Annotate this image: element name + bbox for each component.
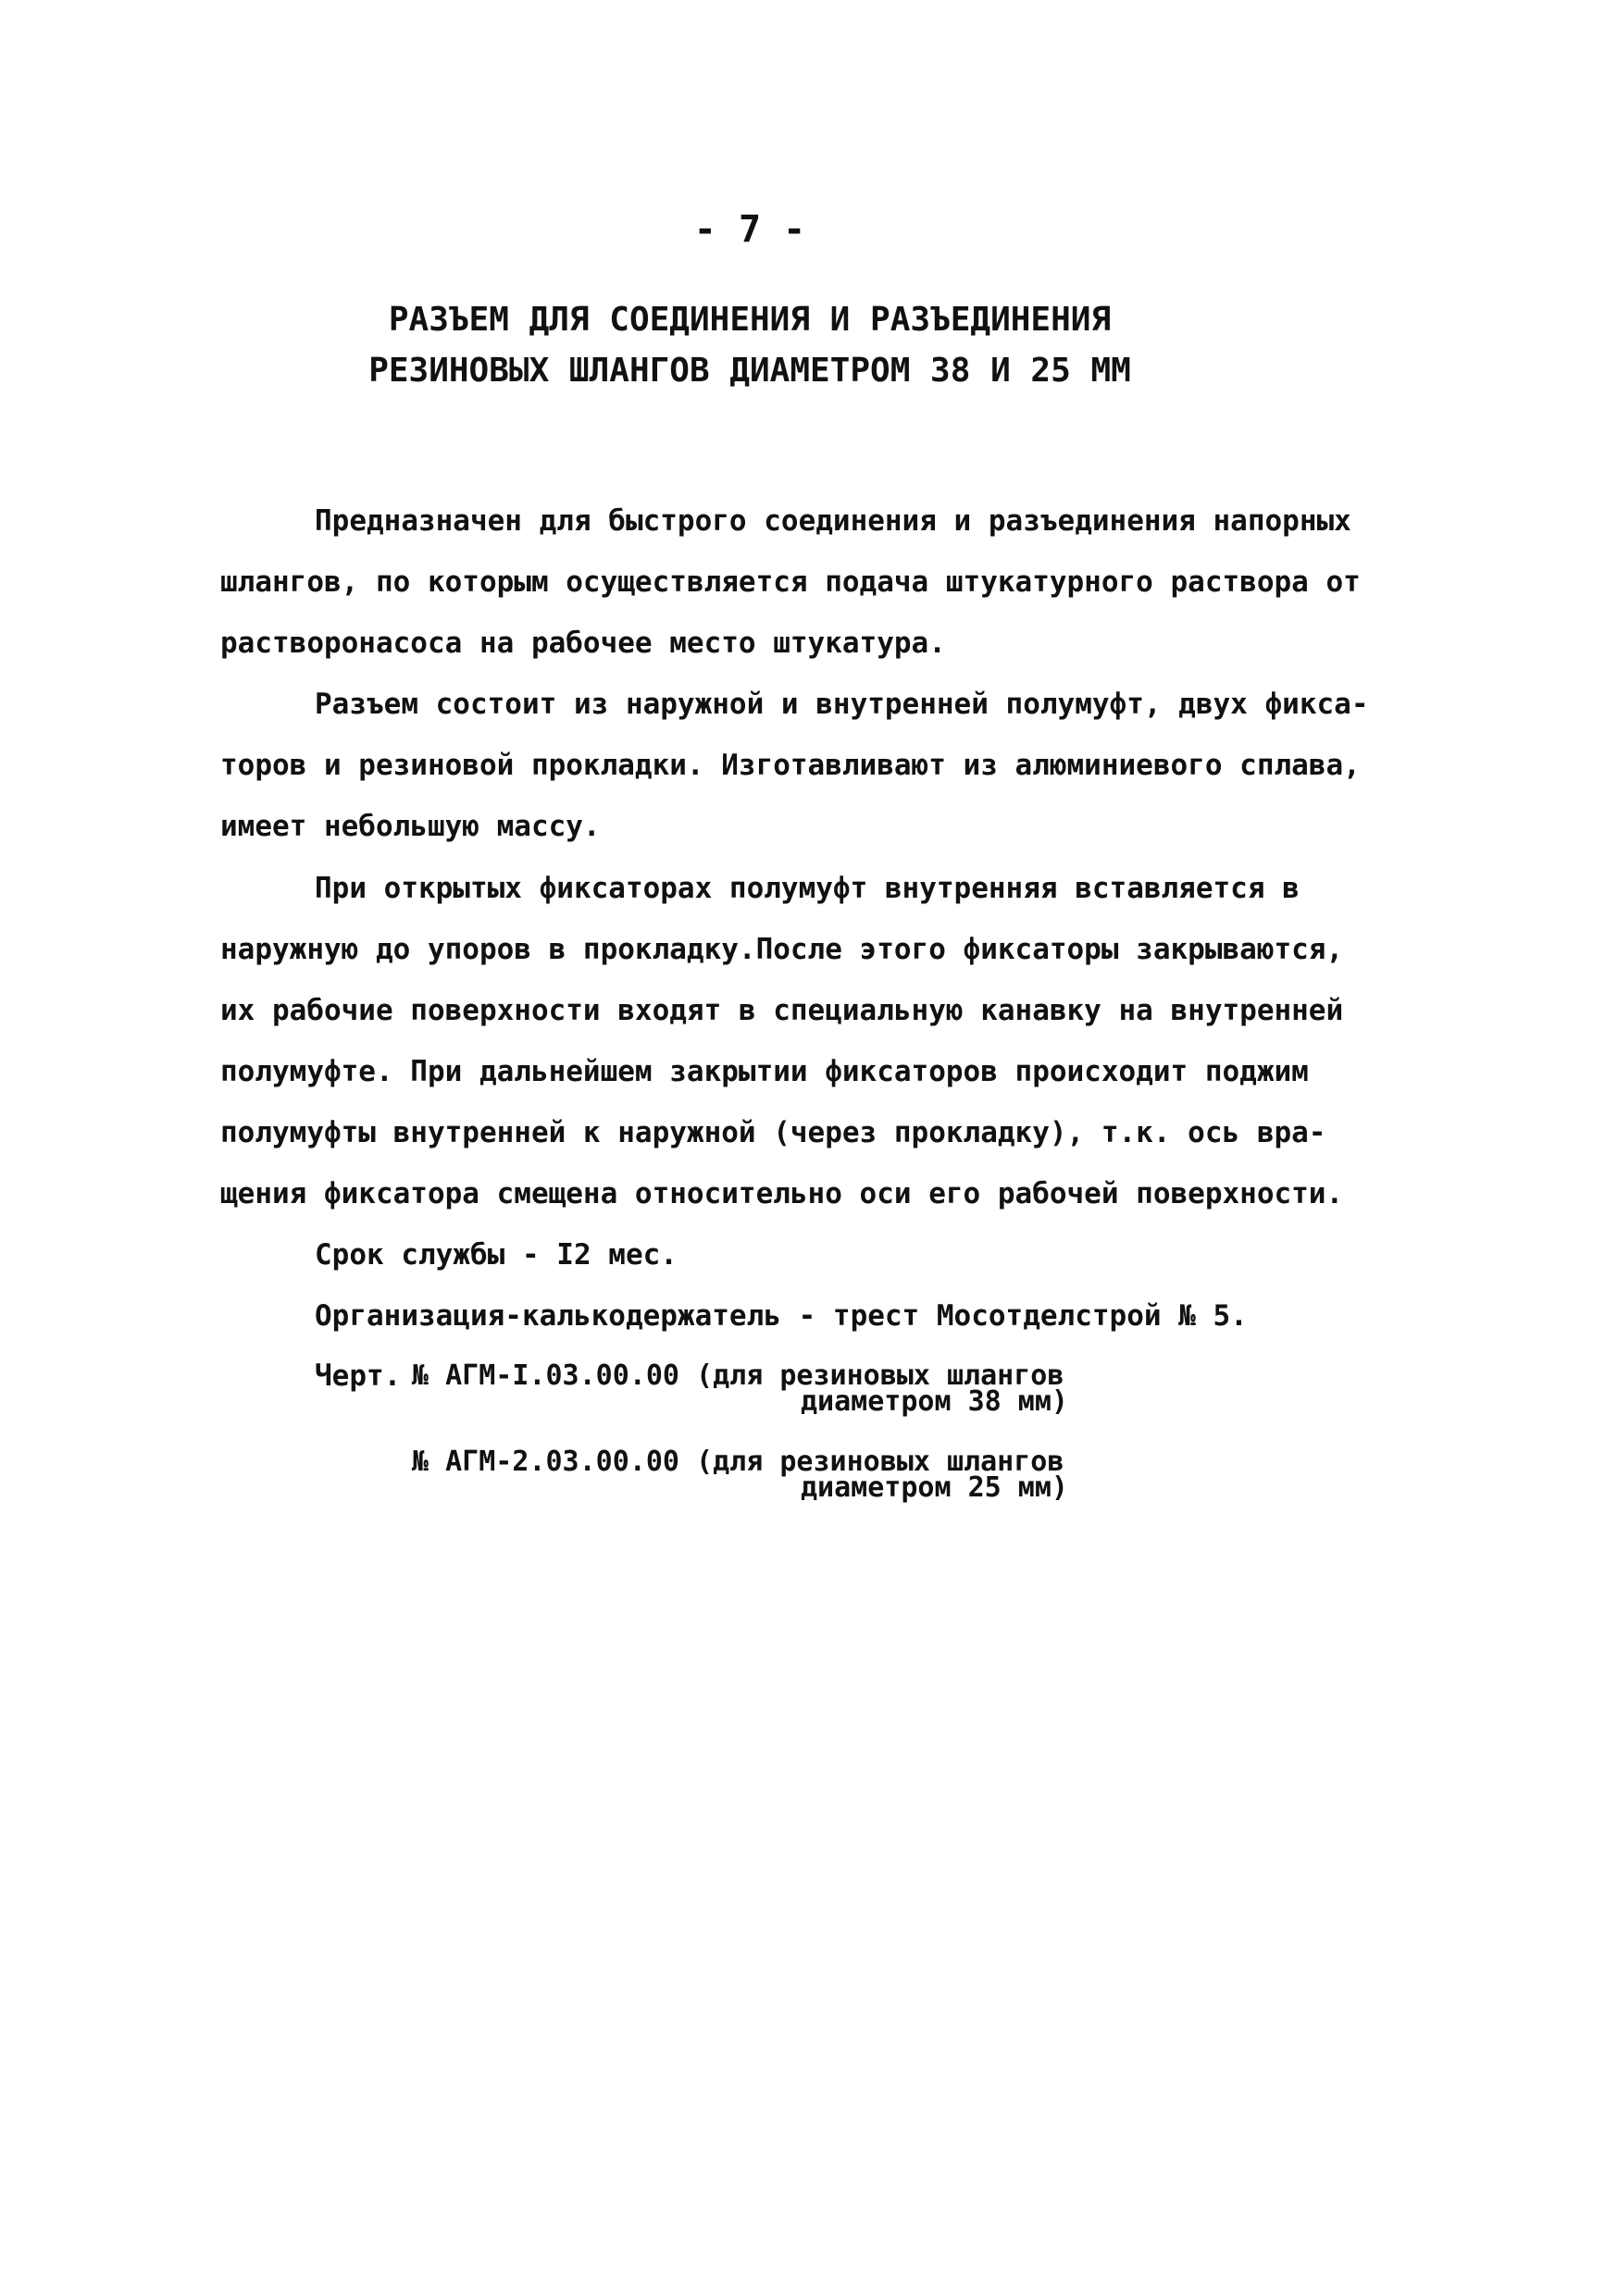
document-title-line-1: РАЗЪЕМ ДЛЯ СОЕДИНЕНИЯ И РАЗЪЕДИНЕНИЯ xyxy=(388,301,1112,339)
drawing-1-line-2: диаметром 38 мм) xyxy=(801,1385,1068,1418)
paragraph-3-line-5: полумуфты внутренней к наружной (через прокладку), т.к. ось вра- xyxy=(220,1116,1326,1149)
paragraph-1-line-1: Предназначен для быстрого соединения и разъединения напорных xyxy=(315,504,1351,538)
organization-holder: Организация-калькодержатель - трест Мосотделстрой № 5. xyxy=(315,1299,1248,1333)
drawings-label: Черт. xyxy=(315,1359,402,1393)
paragraph-3-line-6: щения фиксатора смещена относительно оси его рабочей поверхности. xyxy=(220,1177,1344,1210)
paragraph-3-line-2: наружную до упоров в прокладку.После этого фиксаторы закрываются, xyxy=(220,933,1344,966)
paragraph-3-line-4: полумуфте. При дальнейшем закрытии фиксаторов происходит поджим xyxy=(220,1055,1309,1088)
drawing-1-line-1: № АГМ-I.03.00.00 (для резиновых шлангов xyxy=(412,1359,1064,1392)
drawing-2-line-1: № АГМ-2.03.00.00 (для резиновых шлангов xyxy=(412,1446,1064,1478)
paragraph-1-line-3: растворонасоса на рабочее место штукатура. xyxy=(220,627,946,660)
service-life: Срок службы - I2 мес. xyxy=(315,1238,678,1272)
paragraph-1-line-2: шлангов, по которым осуществляется подача штукатурного раствора от xyxy=(220,565,1361,599)
paragraph-2-line-3: имеет небольшую массу. xyxy=(220,810,601,843)
paragraph-2-line-1: Разъем состоит из наружной и внутренней полумуфт, двух фикса- xyxy=(315,688,1369,721)
document-title-line-2: РЕЗИНОВЫХ ШЛАНГОВ ДИАМЕТРОМ 38 И 25 ММ xyxy=(368,352,1131,390)
paragraph-3-line-3: их рабочие поверхности входят в специальную канавку на внутренней xyxy=(220,994,1344,1027)
drawing-2-line-2: диаметром 25 мм) xyxy=(801,1471,1068,1504)
page-number: - 7 - xyxy=(693,208,806,251)
paragraph-3-line-1: При открытых фиксаторах полумуфт внутренняя вставляется в xyxy=(315,872,1300,905)
paragraph-2-line-2: торов и резиновой прокладки. Изготавливают из алюминиевого сплава, xyxy=(220,749,1361,782)
